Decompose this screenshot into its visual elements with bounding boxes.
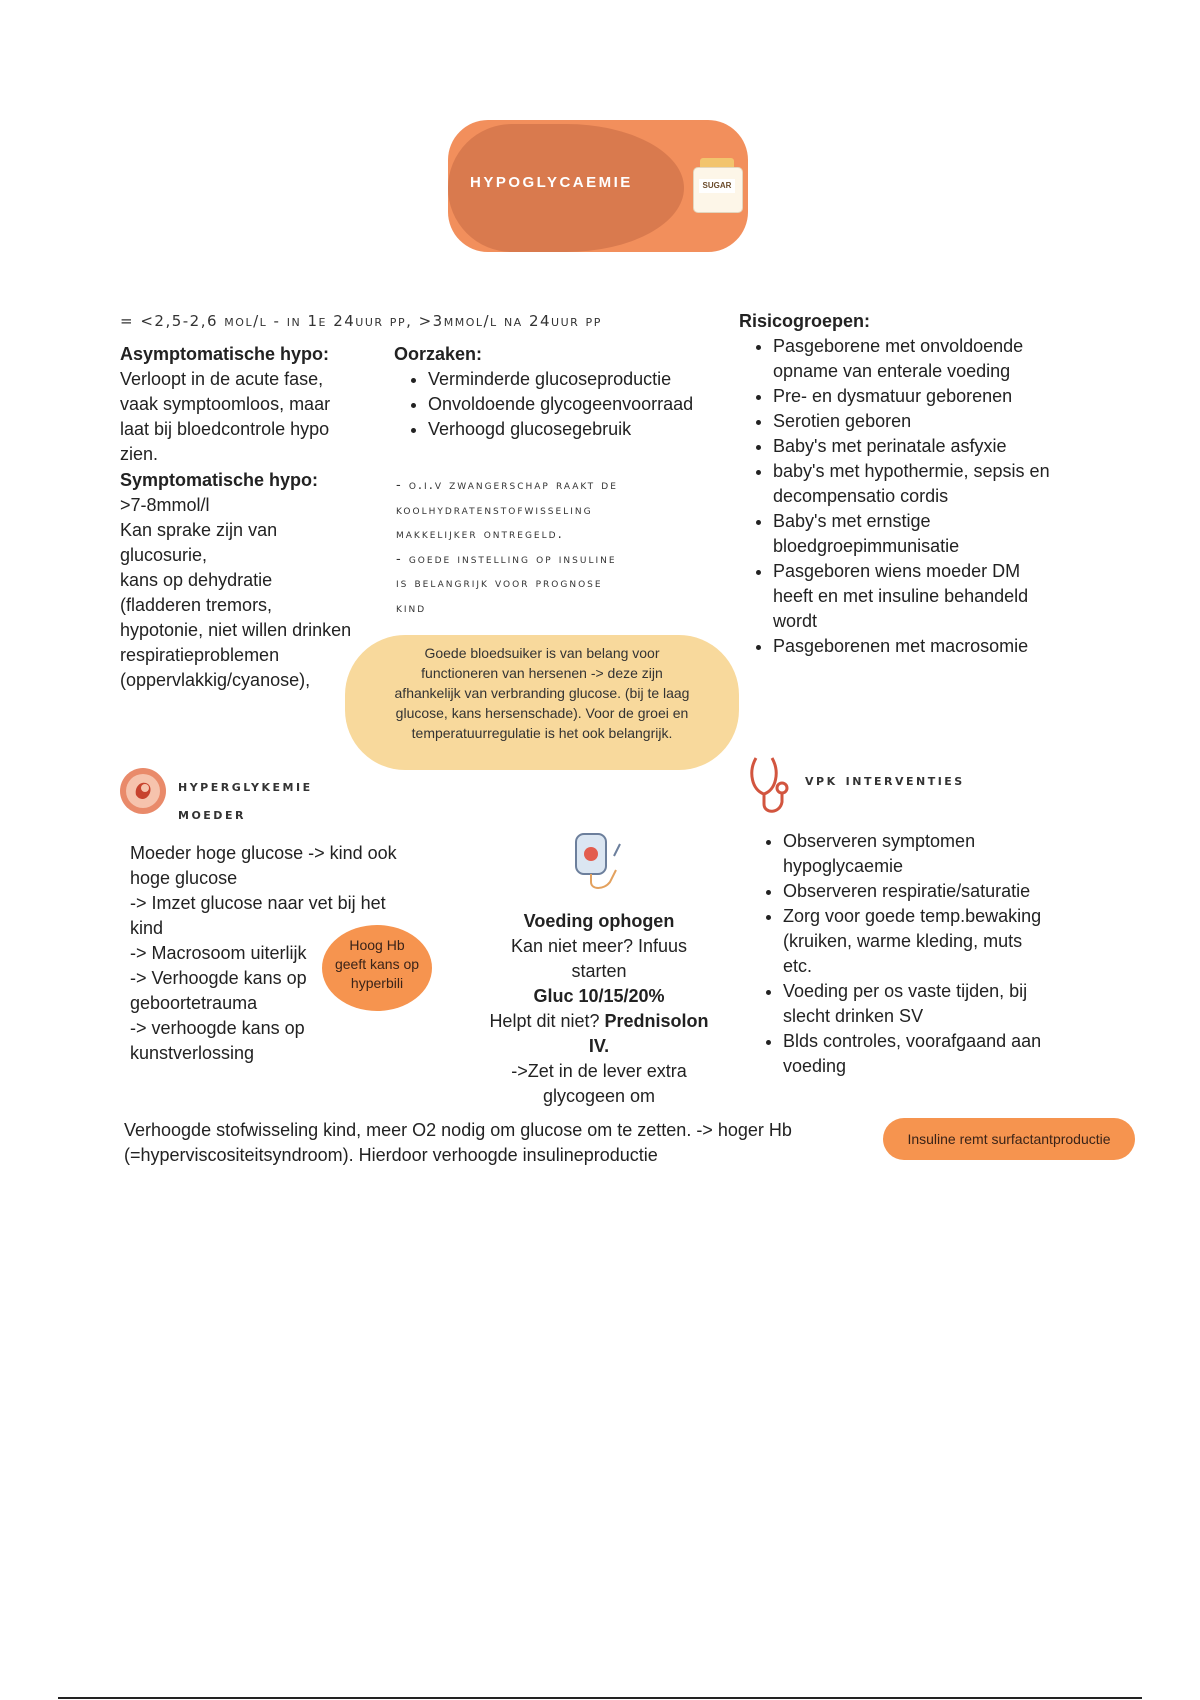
gluc-line: Gluc 10/15/20% bbox=[533, 986, 665, 1006]
sugar-jar-label: SUGAR bbox=[699, 179, 735, 193]
text-line: vaak symptoomloos, maar bbox=[120, 394, 331, 414]
text-line: hoge glucose bbox=[130, 868, 238, 888]
symptomatic-heading: Symptomatische hypo: bbox=[120, 470, 319, 490]
text-line: respiratieproblemen bbox=[120, 645, 280, 665]
list-item: • Verminderde glucoseproductie bbox=[428, 367, 734, 392]
note-line: koolhydratenstofwisseling bbox=[396, 502, 593, 518]
text-line: laat bij bloedcontrole hypo bbox=[120, 419, 330, 439]
text-line: -> Imzet glucose naar vet bij het bbox=[130, 893, 386, 913]
note-line: temperatuurregulatie is het ook belangrijk. bbox=[411, 725, 673, 741]
causes-list bbox=[394, 367, 734, 442]
text-line: >7-8mmol/l bbox=[120, 495, 210, 515]
note-line: - o.i.v zwangerschap raakt de bbox=[396, 478, 618, 493]
text-line: geboortetrauma bbox=[130, 993, 258, 1013]
text-line: zien. bbox=[120, 444, 159, 464]
list-item: • Verhoogd glucosegebruik bbox=[428, 417, 734, 442]
risk-heading: Risicogroepen: bbox=[739, 311, 871, 331]
note-line: makkelijker ontregeld. bbox=[396, 527, 564, 542]
text-line: Verloopt in de acute fase, bbox=[120, 369, 324, 389]
text-line: Moeder hoge glucose -> kind ook bbox=[130, 843, 397, 863]
bottom-paragraph bbox=[124, 1118, 884, 1168]
list-item: • Baby's met perinatale asfyxie bbox=[773, 434, 1099, 459]
list-item: • baby's met hypothermie, sepsis en decompensatio cordis bbox=[773, 459, 1099, 509]
heading-line: moeder bbox=[178, 804, 246, 823]
list-item: • Observeren symptomen hypoglycaemie bbox=[783, 829, 1119, 879]
list-item: • Serotien geboren bbox=[773, 409, 1099, 434]
list-item: • Pasgeboren wiens moeder DM heeft en met insuline behandeld wordt bbox=[773, 559, 1099, 634]
list-item: • Zorg voor goede temp.bewaking (kruiken, warme kleding, muts etc. bbox=[783, 904, 1119, 979]
note-line: Hoog Hb bbox=[349, 937, 405, 953]
list-item: • Pasgeborenen met macrosomie bbox=[773, 634, 1099, 659]
text-line: IV. bbox=[588, 1036, 610, 1056]
text-line: Helpt dit niet? Prednisolon bbox=[489, 1011, 709, 1031]
text-line: Verhoogde stofwisseling kind, meer O2 nodig om glucose om te zetten. -> hoger Hb bbox=[124, 1120, 792, 1140]
text-line: -> Verhoogde kans op bbox=[130, 968, 307, 988]
note-line: - goede instelling op insuline bbox=[396, 551, 617, 567]
text-line: kind bbox=[130, 918, 164, 938]
page-title: HYPOGLYCAEMIE bbox=[470, 174, 633, 191]
list-item: • Pasgeborene met onvoldoende opname van enterale voeding bbox=[773, 334, 1099, 384]
text-line: glucosurie, bbox=[120, 545, 208, 565]
text-line: starten bbox=[571, 961, 627, 981]
list-item: • Blds controles, voorafgaand aan voeding bbox=[783, 1029, 1119, 1079]
definition-line: = <2,5-2,6 mol/l - in 1e 24uur pp, >3mmol/l na 24uur pp bbox=[120, 312, 602, 330]
iv-bag-icon bbox=[570, 830, 632, 894]
vpk-list bbox=[749, 829, 1119, 1079]
risk-block bbox=[739, 309, 1099, 659]
causes-block bbox=[394, 342, 734, 442]
asymptomatic-heading: Asymptomatische hypo: bbox=[120, 344, 330, 364]
text-line: hypotonie, niet willen drinken bbox=[120, 620, 352, 640]
feeding-block bbox=[468, 909, 730, 1109]
feeding-heading: Voeding ophogen bbox=[523, 911, 675, 931]
text-line: (oppervlakkig/cyanose), bbox=[120, 670, 311, 690]
text-line: Kan sprake zijn van bbox=[120, 520, 278, 540]
text-line: kans op dehydratie bbox=[120, 570, 273, 590]
pregnancy-note bbox=[396, 474, 618, 621]
fetus-icon bbox=[120, 768, 166, 814]
note-line: kind bbox=[396, 600, 427, 616]
text-line: glycogeen om bbox=[542, 1086, 656, 1106]
text-line: (=hyperviscositeitsyndroom). Hierdoor verhoogde insulineproductie bbox=[124, 1145, 658, 1165]
text-line: ->Zet in de lever extra bbox=[511, 1061, 687, 1081]
list-item: • Onvoldoende glycogeenvoorraad bbox=[428, 392, 734, 417]
asymptomatic-block bbox=[120, 342, 380, 693]
hb-note bbox=[322, 925, 432, 1011]
note-line: glucose, kans hersenschade). Voor de groei en bbox=[395, 705, 689, 721]
note-line: afhankelijk van verbranding glucose. (bij te laag bbox=[394, 685, 690, 701]
note-line: geeft kans op bbox=[334, 956, 420, 972]
page-divider bbox=[58, 1697, 1142, 1699]
glucose-note bbox=[345, 635, 739, 770]
note-line: functioneren van hersenen -> deze zijn bbox=[421, 665, 663, 681]
hyper-heading bbox=[178, 772, 313, 828]
vpk-heading: vpk interventies bbox=[805, 770, 965, 789]
heading-line: hyperglykemie bbox=[178, 776, 313, 795]
note-line: Goede bloedsuiker is van belang voor bbox=[424, 645, 660, 661]
vpk-block bbox=[749, 829, 1119, 1079]
note-line: is belangrijk voor prognose bbox=[396, 576, 603, 591]
risk-list bbox=[739, 334, 1099, 659]
insulin-note: Insuline remt surfactantproductie bbox=[883, 1118, 1135, 1160]
text-line: Kan niet meer? Infuus bbox=[510, 936, 688, 956]
text-line: -> Macrosoom uiterlijk bbox=[130, 943, 307, 963]
stethoscope-icon bbox=[746, 752, 794, 818]
list-item: • Baby's met ernstige bloedgroepimmunisatie bbox=[773, 509, 1099, 559]
text-line: -> verhoogde kans op bbox=[130, 1018, 305, 1038]
causes-heading: Oorzaken: bbox=[394, 344, 483, 364]
list-item: • Observeren respiratie/saturatie bbox=[783, 879, 1119, 904]
note-line: hyperbili bbox=[350, 975, 404, 991]
list-item: • Voeding per os vaste tijden, bij slecht drinken SV bbox=[783, 979, 1119, 1029]
text-line: (fladderen tremors, bbox=[120, 595, 273, 615]
text-line: kunstverlossing bbox=[130, 1043, 255, 1063]
list-item: • Pre- en dysmatuur geborenen bbox=[773, 384, 1099, 409]
